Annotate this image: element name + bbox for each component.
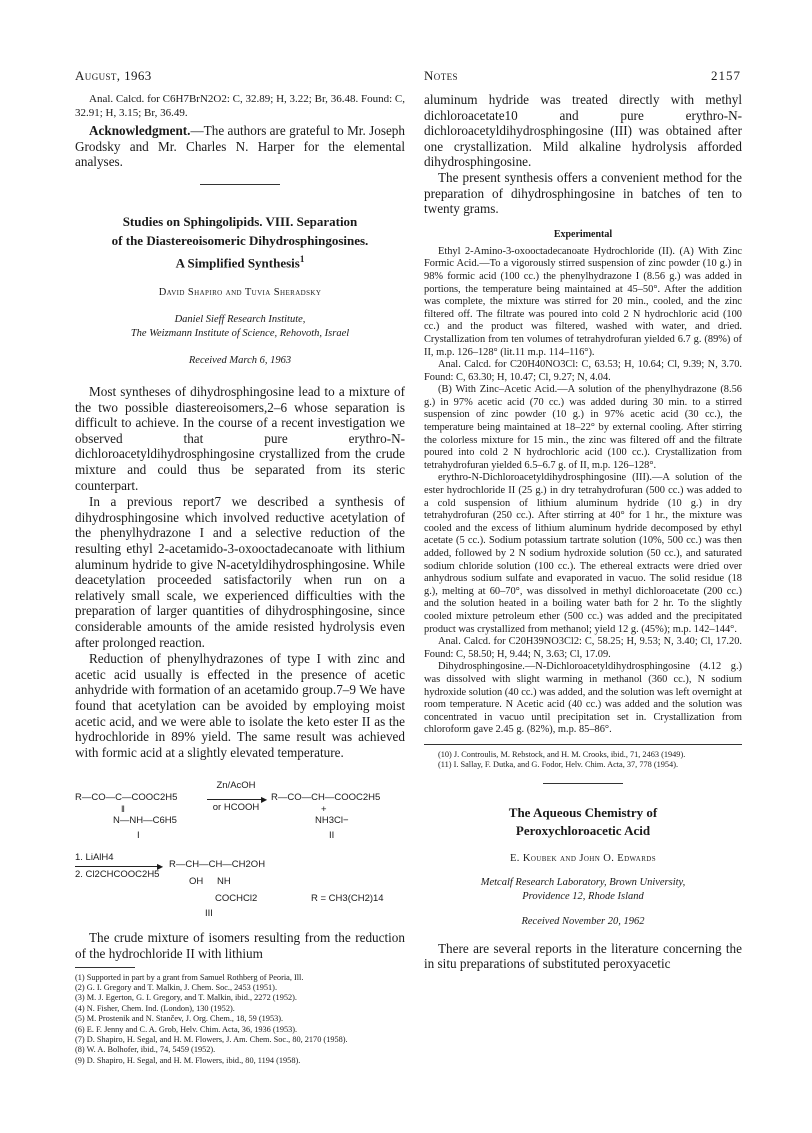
label-II: II [329,830,335,842]
right-column [424,92,742,972]
affiliation [75,313,405,341]
page-number: 2157 [711,68,741,83]
affiliation-line-1: Daniel Sieff Research Institute, [174,314,306,326]
experimental-II: Ethyl 2-Amino-3-oxooctadecanoate Hydrochloride (II). (A) With Zinc Formic Acid.—To a vigorously stirred suspension of zinc powder (10 g.) in 98% formic acid (100 cc.) the phenylhydrazone I (8.56 g.) was added in portions, the temperature being maintained at 45–50°. After the addition was complete, the mixture was stirred for 20 min., cooled, and the zinc filtered off. The filtrate was poured into cold 2 N hydrochloric acid (100 cc.) and the product was filtered, washed with water, and dried. Crystallization from ten volumes of tetrahydrofuran yielded 6.7 g. (89%) of II, m.p. 126–128° (lit.11 m.p. 114–116°). [424,245,742,358]
footnote-rule-right [424,744,742,745]
footnote-5: (5) M. Prostenik and N. Stančev, J. Org. Chem., 18, 59 (1953). [75,1014,284,1024]
acknowledgment [75,123,405,170]
product-II: R—CO—CH—COOC2H5 [271,792,381,804]
plus-charge: + [321,804,327,816]
reaction-scheme [75,770,405,920]
title-line-2: of the Diastereoisomeric Dihydrosphingosines. [111,232,369,248]
footnote-rule [75,967,135,968]
amide-nh: NH [217,876,231,888]
footnotes [75,973,405,1067]
hydroxyl: OH [189,876,204,888]
ammonium-group: NH3Cl− [315,815,349,827]
product-III: R—CH—CH—CH2OH [169,859,266,871]
article-title [75,212,405,272]
footnote-6: (6) E. F. Jenny and C. A. Grob, Helv. Chim. Acta, 36, 1936 (1953). [75,1024,298,1034]
paragraph-2: In a previous report7 we described a synthesis of dihydrosphingosine which involved reductive acetylation of the phenylhydrazone I and a selective reduction of the resulting ethyl 2-acetamido-3-oxooctadecanoate with lithium aluminum hydride to give N-acetyldihydrosphingosine. While deacetylation proceeded satisfactorily when run on a relatively small scale, we experienced difficulties with the preparation of larger quantities of dihydrosphingosine, since considerable amounts of the amide resisted hydrolysis even after prolonged reaction. [75,494,405,650]
second-affiliation-line-1: Metcalf Research Laboratory, Brown University, [480,876,686,888]
experimental-II-b: (B) With Zinc–Acetic Acid.—A solution of the phenylhydrazone (8.56 g.) in 97% acetic acid (70 cc.) was added during 30 min. to a stirred suspension of zinc powder (10 g.) in 97% acetic acid (30 cc.), the temperature being maintained at 18–22° by external cooling. After stirring the colorless mixture for 15 min., the zinc was filtered off and the filtrate poured into cold 2 N hydrochloric acid (100 cc.). Crystallization from tetrahydrofuran yielded 6.5–6.7 g. of II, m.p. 126–128°. [424,384,742,471]
footnote-2: (2) G. I. Gregory and T. Malkin, J. Chem. Soc., 2453 (1951). [75,982,278,992]
reagent-zn-acoh: Zn/AcOH [216,780,256,792]
arrowhead-1: ▶ [261,795,268,805]
title-line-1: Studies on Sphingolipids. VIII. Separation [122,213,358,229]
right-paragraph-1: aluminum hydride was treated directly with methyl dichloroacetate10 and pure erythro-N-dichloroacetyldihydrosphingosine (III) was obtained after one crystallization. Mild alkaline hydrolysis afforded dihydrosphingosine. [424,92,742,170]
paragraph-4: The crude mixture of isomers resulting from the reduction of the hydrochloride II with lithium [75,930,405,961]
second-authors: E. Koubek and John O. Edwards [509,852,657,864]
running-head-date: August, 1963 [75,68,152,83]
experimental-II-analysis: Anal. Calcd. for C20H40NO3Cl: C, 63.53; H, 10.64; Cl, 9.39; N, 3.70. Found: C, 63.30; H, 10.47; Cl, 9.27; N, 4.04. [424,359,742,383]
experimental-dihydrosphingosine: Dihydrosphingosine.—N-Dichloroacetyldihydrosphingosine (4.12 g.) was dissolved with slight warming in methanol (360 cc.), N sodium hydroxide solution (40 cc.) was added, and the solution was left overnight at room temperature. N Acetic acid (40 cc.) was added and the solution was concentrated in vacuo until precipitation set in. Crystallization from chloroform gave 2.45 g. (82%), m.p. 85–86°. [424,661,742,736]
second-received-date: Received November 20, 1962 [521,915,645,927]
arrowhead-2: ▶ [157,862,164,872]
acknowledgment-text: —The authors are grateful to Mr. Joseph Grodsky and Mr. Charles N. Harper for the elemental analyses. [75,123,405,170]
reaction-arrow-2 [75,866,161,867]
double-bond: ‖ [121,804,125,816]
reactant-I: R—CO—C—COOC2H5 [75,792,178,804]
paragraph-3: Reduction of phenylhydrazones of type I with zinc and acetic acid usually is effected in the presence of acetic anhydride with formation of an acetamido group.7–9 We have found that acetylation can be avoided by employing moist acetic acid, and we were able to isolate the keto ester II as the hydrochloride in 89% yield. The same result was achieved with formic acid at a slightly elevated temperature. [75,651,405,760]
second-affiliation-line-2: Providence 12, Rhode Island [522,890,644,902]
hydrazone-group: N—NH—C6H5 [113,815,177,827]
r-definition: R = CH3(CH2)14 [311,893,384,905]
reagent-hcooh: or HCOOH [212,802,260,814]
footnote-8: (8) W. A. Bolhofer, ibid., 74, 5459 (1952). [75,1045,216,1055]
footnote-9: (9) D. Shapiro, H. Segal, and H. M. Flowers, ibid., 80, 1194 (1958). [75,1055,301,1065]
title-line-3: A Simplified Synthesis$^1$ [175,253,305,271]
analysis-line: Anal. Calcd. for C6H7BrN2O2: C, 32.89; H, 3.22; Br, 36.48. Found: C, 32.91; H, 3.15; Br, 36.49. [75,93,405,119]
article-authors: David Shapiro and Tuvia Sheradsky [158,287,322,299]
label-III: III [205,908,213,920]
footnote-1: (1) Supported in part by a grant from Samuel Rothberg of Peoria, Ill. [75,972,304,982]
experimental-III: erythro-N-Dichloroacetyldihydrosphingosine (III).—A solution of the ester hydrochloride II (25 g.) in dry tetrahydrofuran (500 cc.) was added to a cold suspension of lithium aluminum hydride (10 g.) in dry tetrahydrofuran (250 cc.). After stirring at 40° for 1 hr., the mixture was cooled and the excess of lithium aluminum hydride decomposed by ethyl acetate (5 cc.). Sodium potassium tartrate solution (10%, 500 cc.) was then added, followed by 2 N sodium hydroxide solution (50 cc.), and saturated sodium chloride solution (100 cc.). The ethereal extracts were dried over anhydrous sodium sulfate and evaporated in vacuo. The solid residue (18 g.), melting at 60–70°, was dissolved in methyl dichloroacetate (200 cc.) and the solution heated in a boiling water bath for 2 hr. To the slightly cooled mixture petroleum ether (500 cc.) was added and the precipitated product was crystallized from methanol; yield 12 g. (45%); m.p. 142–144°. [424,472,742,635]
experimental-heading: Experimental [553,228,613,240]
second-affiliation [424,876,742,904]
step-1: 1. LiAlH4 [75,852,114,864]
second-paragraph-1: There are several reports in the literature concerning the in situ preparations of substituted peroxyacetic [424,940,742,972]
dichloroacetyl: COCHCl2 [215,893,258,905]
second-article-title [424,804,742,840]
second-title-line-1: The Aqueous Chemistry of [508,804,658,820]
footnote-7: (7) D. Shapiro, H. Segal, and H. M. Flowers, J. Am. Chem. Soc., 80, 2170 (1958). [75,1034,348,1044]
reaction-arrow-1 [207,799,265,800]
experimental-III-analysis: Anal. Calcd. for C20H39NO3Cl2: C, 58.25; H, 9.53; N, 3.40; Cl, 17.20. Found: C, 58.50; H, 9.44; N, 3.63; Cl, 17.09. [424,636,742,660]
title-line-3-text: A Simplified Synthesis [175,255,300,271]
divider [200,184,280,185]
step-2: 2. Cl2CHCOOC2H5 [75,869,160,881]
footnote-11: (11) I. Sallay, F. Dutka, and G. Fodor, Helv. Chim. Acta, 37, 778 (1954). [438,760,679,770]
paragraph-1: Most syntheses of dihydrosphingosine lead to a mixture of the two possible diastereoisomers,2–6 whose separation is difficult to achieve. In the course of a recent investigation we observed that pure erythro-N-dichloroacetyldihydrosphingosine crystallized from the crude mixture and could thus be separated from its steric counterpart. [75,384,405,493]
affiliation-line-2: The Weizmann Institute of Science, Rehovoth, Israel [130,328,350,340]
received-date: Received March 6, 1963 [188,355,292,367]
acknowledgment-heading: Acknowledgment. [89,123,191,138]
label-I: I [137,830,140,842]
footnote-3: (3) M. J. Egerton, G. I. Gregory, and T. Malkin, ibid., 2272 (1952). [75,993,297,1003]
article-divider [543,783,623,784]
right-paragraph-2: The present synthesis offers a convenient method for the preparation of dihydrosphingosine in batches of ten to twenty grams. [424,169,742,217]
left-column [75,92,405,1066]
second-title-line-2: Peroxychloroacetic Acid [515,822,651,838]
footnote-4: (4) N. Fisher, Chem. Ind. (London), 130 (1952). [75,1003,235,1013]
footnote-10: (10) J. Controulis, M. Rebstock, and H. M. Crooks, ibid., 71, 2463 (1949). [438,749,686,759]
running-head-section: Notes [424,68,458,83]
